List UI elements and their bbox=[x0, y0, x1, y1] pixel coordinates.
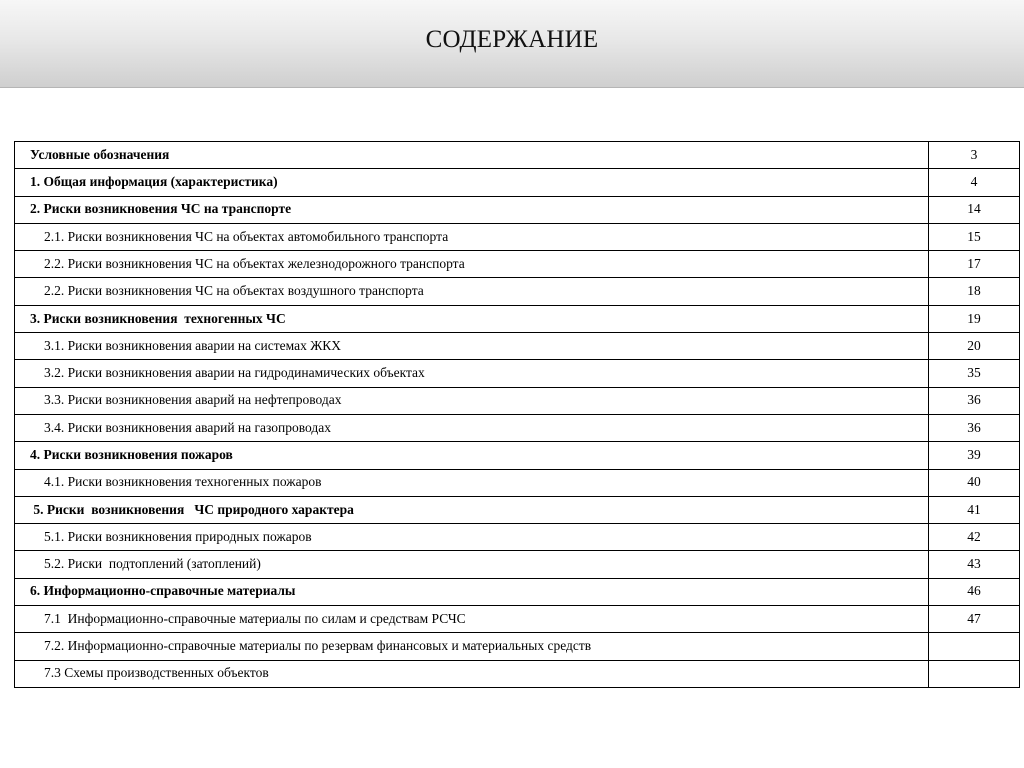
toc-row-page: 42 bbox=[929, 524, 1020, 551]
toc-row-title: 3.1. Риски возникновения аварии на системах ЖКХ bbox=[15, 333, 929, 360]
table-of-contents bbox=[14, 141, 1020, 688]
toc-row-page bbox=[929, 660, 1020, 687]
toc-row-page: 18 bbox=[929, 278, 1020, 305]
toc-row-title: 5. Риски возникновения ЧС природного характера bbox=[15, 496, 929, 523]
toc-row-page: 19 bbox=[929, 305, 1020, 332]
toc-row-subsection-7-3[interactable] bbox=[15, 660, 1020, 687]
toc-row-section-1[interactable] bbox=[15, 169, 1020, 196]
header-bar bbox=[0, 0, 1024, 88]
toc-row-title: 2. Риски возникновения ЧС на транспорте bbox=[15, 196, 929, 223]
toc-row-title: 3.4. Риски возникновения аварий на газопроводах bbox=[15, 414, 929, 441]
toc-row-page: 41 bbox=[929, 496, 1020, 523]
toc-row-title: 1. Общая информация (характеристика) bbox=[15, 169, 929, 196]
toc-row-section-3[interactable] bbox=[15, 305, 1020, 332]
toc-row-title: Условные обозначения bbox=[15, 142, 929, 169]
toc-row-page: 36 bbox=[929, 387, 1020, 414]
toc-row-subsection-5-1[interactable] bbox=[15, 524, 1020, 551]
toc-row-title: 5.2. Риски подтоплений (затоплений) bbox=[15, 551, 929, 578]
toc-row-title: 5.1. Риски возникновения природных пожаров bbox=[15, 524, 929, 551]
toc-row-subsection-5-2[interactable] bbox=[15, 551, 1020, 578]
toc-row-title: 3. Риски возникновения техногенных ЧС bbox=[15, 305, 929, 332]
toc-row-subsection-4-1[interactable] bbox=[15, 469, 1020, 496]
toc-row-page: 47 bbox=[929, 606, 1020, 633]
toc-row-page: 15 bbox=[929, 223, 1020, 250]
toc-row-section-2[interactable] bbox=[15, 196, 1020, 223]
toc-row-subsection-7-2[interactable] bbox=[15, 633, 1020, 660]
toc-row-page bbox=[929, 633, 1020, 660]
toc-row-title: 6. Информационно-справочные материалы bbox=[15, 578, 929, 605]
toc-row-subsection-3-1[interactable] bbox=[15, 333, 1020, 360]
toc-row-page: 14 bbox=[929, 196, 1020, 223]
toc-row-subsection-3-2[interactable] bbox=[15, 360, 1020, 387]
toc-row-legend[interactable] bbox=[15, 142, 1020, 169]
toc-row-title: 7.1 Информационно-справочные материалы по силам и средствам РСЧС bbox=[15, 606, 929, 633]
toc-row-page: 40 bbox=[929, 469, 1020, 496]
toc-row-title: 2.1. Риски возникновения ЧС на объектах автомобильного транспорта bbox=[15, 223, 929, 250]
toc-row-title: 2.2. Риски возникновения ЧС на объектах железнодорожного транспорта bbox=[15, 251, 929, 278]
toc-row-subsection-2-2-air[interactable] bbox=[15, 278, 1020, 305]
toc-row-page: 39 bbox=[929, 442, 1020, 469]
toc-row-subsection-3-4[interactable] bbox=[15, 414, 1020, 441]
toc-row-page: 46 bbox=[929, 578, 1020, 605]
toc-row-section-4[interactable] bbox=[15, 442, 1020, 469]
toc-row-title: 7.3 Схемы производственных объектов bbox=[15, 660, 929, 687]
toc-row-page: 36 bbox=[929, 414, 1020, 441]
toc-row-section-5[interactable] bbox=[15, 496, 1020, 523]
toc-row-page: 3 bbox=[929, 142, 1020, 169]
toc-row-page: 20 bbox=[929, 333, 1020, 360]
toc-row-title: 4.1. Риски возникновения техногенных пожаров bbox=[15, 469, 929, 496]
toc-row-page: 35 bbox=[929, 360, 1020, 387]
toc-row-subsection-3-3[interactable] bbox=[15, 387, 1020, 414]
toc-row-title: 4. Риски возникновения пожаров bbox=[15, 442, 929, 469]
toc-row-title: 3.3. Риски возникновения аварий на нефтепроводах bbox=[15, 387, 929, 414]
toc-row-title: 7.2. Информационно-справочные материалы по резервам финансовых и материальных средств bbox=[15, 633, 929, 660]
toc-row-title: 2.2. Риски возникновения ЧС на объектах воздушного транспорта bbox=[15, 278, 929, 305]
toc-row-page: 17 bbox=[929, 251, 1020, 278]
toc-row-section-6[interactable] bbox=[15, 578, 1020, 605]
toc-row-subsection-7-1[interactable] bbox=[15, 606, 1020, 633]
toc-row-subsection-2-1[interactable] bbox=[15, 223, 1020, 250]
toc-row-title: 3.2. Риски возникновения аварии на гидродинамических объектах bbox=[15, 360, 929, 387]
toc-row-page: 43 bbox=[929, 551, 1020, 578]
toc-row-subsection-2-2-rail[interactable] bbox=[15, 251, 1020, 278]
page-title: СОДЕРЖАНИЕ bbox=[425, 26, 599, 53]
toc-row-page: 4 bbox=[929, 169, 1020, 196]
